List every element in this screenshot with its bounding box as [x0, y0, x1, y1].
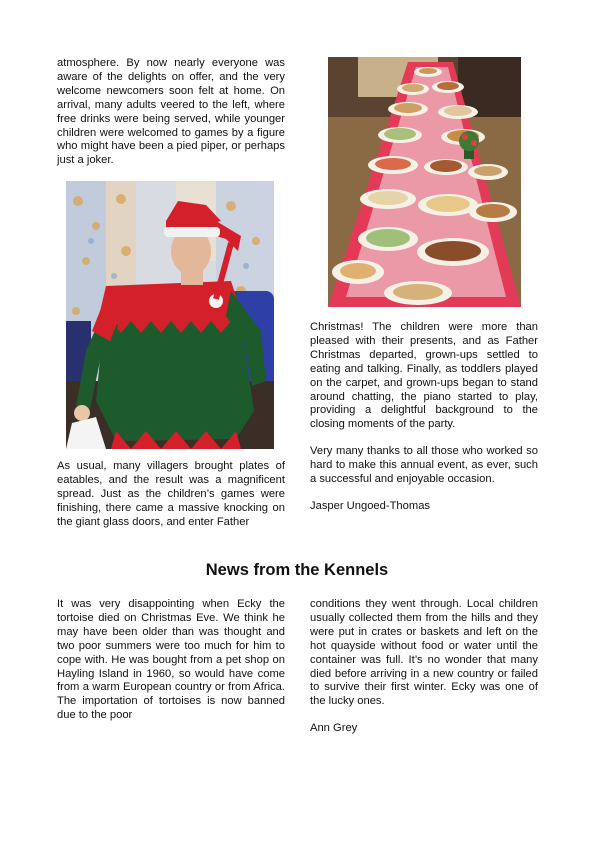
kennels-signature: Ann Grey: [310, 722, 358, 735]
kennels-paragraph: conditions they went through. Local children usually collected them from the hills and they were put in crates or baskets and left on the hot quayside without food or water until the container was full. It’s no wonder that many died before arriving in a new country or failed to survive their first winter. Ecky was one of the lucky ones.: [310, 598, 538, 708]
kennels-heading: News from the Kennels: [205, 561, 389, 579]
article-paragraph: Christmas! The children were more than pleased with their presents, and as Father Christmas departed, grown-ups settled to eating and talking. Finally, as toddlers played on the carpet, and grown-ups began to stand around chatting, the piano started to play, providing a delightful background to the closing moments of the party.: [310, 321, 538, 431]
article-signature: Jasper Ungoed-Thomas: [310, 499, 431, 512]
buffet-photo-illustration: [328, 57, 521, 307]
elf-photo-illustration: [66, 181, 274, 449]
article-left-column-bottom: [57, 460, 285, 543]
kennels-left-column: [57, 598, 285, 736]
article-paragraph: atmosphere. By now nearly everyone was aware of the delights on offer, and the very welcome newcomers soon felt at home. On arrival, many adults veered to the left, where free drinks were being served, while younger children were welcomed to games by a figure who might have been a pied piper, or perhaps just a joker.: [57, 57, 285, 167]
article-paragraph: Very many thanks to all those who worked so hard to make this annual event, as ever, such a successful and enjoyable occasion.: [310, 445, 538, 486]
buffet-photo: [328, 57, 521, 307]
kennels-right-column: [310, 598, 538, 749]
kennels-paragraph: It was very disappointing when Ecky the tortoise died on Christmas Eve. We think he may have been older than was thought and two poor summers were too much for him to cope with. He was bought from a pet shop on Hayling Island in 1960, so would have come from a warm European country or from Africa. The importation of tortoises is now banned due to the poor: [57, 598, 285, 722]
article-left-column-top: [57, 57, 285, 181]
article-paragraph: As usual, many villagers brought plates of eatables, and the result was a magnificent spread. Just as the children’s games were finishing, there came a massive knocking on the giant glass doors, and enter Father: [57, 460, 285, 528]
elf-photo: [66, 181, 274, 449]
article-right-column-top: [310, 321, 538, 527]
